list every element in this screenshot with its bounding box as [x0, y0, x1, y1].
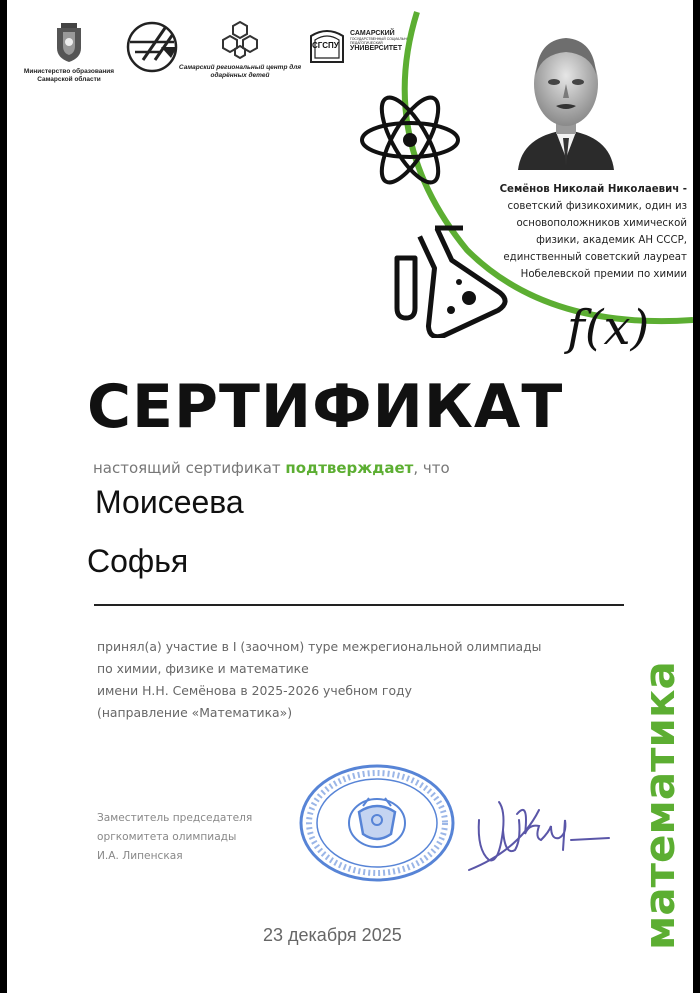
bio-line: физики, академик АН СССР, — [536, 235, 687, 246]
university-name-top: САМАРСКИЙ — [350, 30, 395, 37]
university-abbr: СГСПУ — [312, 41, 339, 50]
certificate-sheet — [7, 0, 693, 993]
university-name-bottom: УНИВЕРСИТЕТ — [350, 45, 402, 52]
certificate-title: СЕРТИФИКАТ — [87, 372, 564, 442]
signer-line: оргкомитета олимпиады — [97, 831, 237, 843]
body-line: (направление «Математика») — [97, 705, 293, 720]
body-line: имени Н.Н. Семёнова в 2025-2026 учебном году — [97, 683, 412, 698]
ministry-caption: Министерство образования Самарской области — [23, 68, 115, 83]
participation-text — [97, 636, 617, 724]
bio-text — [485, 181, 687, 283]
bio-line: советский физикохимик, один из — [507, 201, 687, 212]
recipient-surname: Моисеева — [95, 484, 244, 520]
signature — [459, 790, 629, 880]
confirm-highlight: подтверждает — [285, 459, 414, 477]
bio-line: Нобелевской премии по химии — [520, 269, 687, 280]
signer-line: И.А. Липенская — [97, 850, 183, 862]
body-line: по химии, физике и математике — [97, 661, 309, 676]
confirm-before: настоящий сертификат — [93, 459, 286, 477]
official-stamp — [297, 762, 457, 884]
subject-vertical-label: математика — [635, 661, 684, 950]
regional-center-caption: Самарский региональный центр для одарённых детей — [178, 64, 302, 79]
signer-block — [97, 809, 252, 866]
atom-icon — [355, 90, 465, 190]
function-formula: f(x) — [567, 300, 650, 356]
bio-name: Семёнов Николай Николаевич - — [499, 184, 687, 195]
university-name-mid: ГОСУДАРСТВЕННЫЙ СОЦИАЛЬНО-ПЕДАГОГИЧЕСКИЙ — [350, 37, 411, 45]
signer-line: Заместитель председателя — [97, 812, 253, 824]
confirm-line — [93, 459, 450, 477]
confirm-after: , что — [413, 459, 450, 477]
body-line: принял(а) участие в I (заочном) туре межрегиональной олимпиады — [97, 639, 542, 654]
name-underline — [94, 604, 624, 606]
issue-date: 23 декабря 2025 — [263, 925, 402, 945]
portrait-semenov — [512, 18, 620, 170]
bio-line: основоположников химической — [516, 218, 687, 229]
recipient-first-name: Софья — [87, 543, 189, 579]
bio-line: единственный советский лауреат — [503, 252, 687, 263]
